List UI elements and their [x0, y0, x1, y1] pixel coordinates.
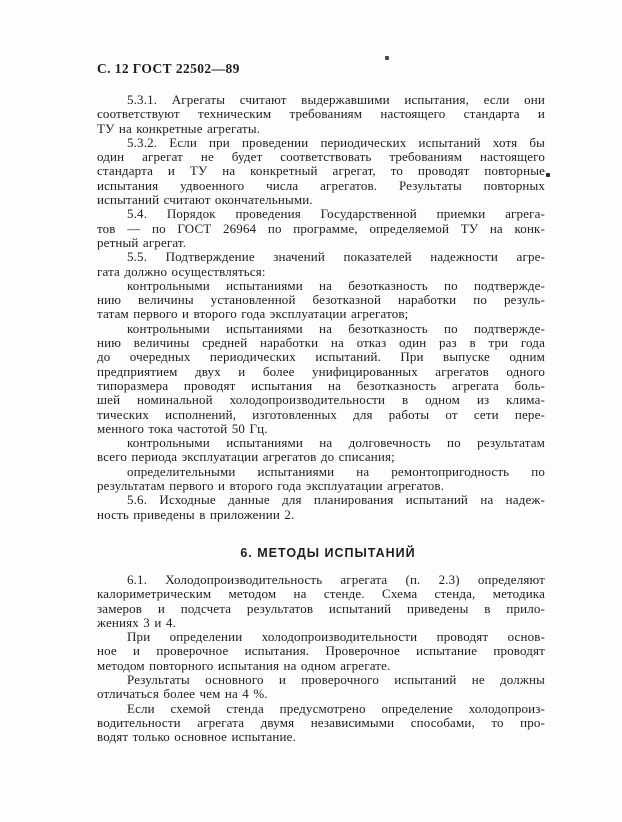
- ink-speck-icon: [385, 56, 389, 60]
- text-line: один агрегат не будет соответствовать требованиям настоящего: [97, 149, 545, 165]
- text-line: ное и проверочное испытания. Проверочное испытание проводят: [97, 643, 545, 659]
- text-line: испытаний считают окончательными.: [97, 192, 313, 208]
- text-line: нию величины средней наработки на отказ один раз в три года: [97, 335, 545, 351]
- text-line: При определении холодопроизводительности проводят основ-: [127, 629, 545, 645]
- text-line: до очередных периодических испытаний. При выпуске одним: [97, 349, 545, 365]
- paragraph: [97, 702, 545, 745]
- paragraph: [97, 436, 545, 465]
- paragraph: [97, 630, 545, 673]
- text-line: Если схемой стенда предусмотрено определение холодопроиз-: [127, 700, 545, 716]
- text-line: замеров и подсчета результатов испытаний приведены в прило-: [97, 600, 545, 616]
- page-header-gost-number: С. 12 ГОСТ 22502—89: [97, 61, 240, 76]
- text-line: типоразмера проводят испытания на безотказность агрегата боль-: [97, 377, 545, 393]
- text-line: испытания удвоенного числа агрегатов. Результаты повторных: [97, 177, 545, 193]
- text-line: водительности агрегата двумя независимыми способами, то про-: [97, 714, 545, 730]
- text-line: 5.6. Исходные данные для планирования испытаний на надеж-: [127, 492, 545, 508]
- paragraph: [97, 136, 545, 207]
- text-line: тов — по ГОСТ 26964 по программе, определяемой ТУ на конк-: [97, 220, 545, 236]
- paragraph: [97, 207, 545, 250]
- text-line: 5.5. Подтверждение значений показателей надежности агре-: [127, 249, 545, 265]
- margin-dot-icon: [546, 173, 550, 177]
- paragraph: [97, 250, 545, 279]
- text-line: гата должно осуществляться:: [97, 263, 266, 279]
- text-line: водят только основное испытание.: [97, 729, 296, 745]
- text-line: соответствуют техническим требованиям настоящего стандарта и: [97, 106, 545, 122]
- text-line: 6.1. Холодопроизводительность агрегата (п. 2.3) определяют: [127, 571, 545, 587]
- text-line: предприятием двух и более унифицированных агрегатов одного: [97, 363, 545, 379]
- text-line: татам первого и второго года эксплуатации агрегатов;: [97, 306, 409, 322]
- text-line: контрольными испытаниями на безотказность по подтвержде-: [127, 277, 545, 293]
- paragraph: [97, 465, 545, 494]
- text-line: контрольными испытаниями на безотказность по подтвержде-: [127, 320, 545, 336]
- text-line: калориметрическим методом на стенде. Схема стенда, методика: [97, 586, 545, 602]
- page-body: [97, 93, 545, 744]
- text-line: результатам первого и второго года эксплуатации агрегатов.: [97, 478, 445, 494]
- text-line: стандарта и ТУ на конкретный агрегат, то проводят повторные: [97, 163, 545, 179]
- paragraph: [97, 673, 545, 702]
- text-line: жениях 3 и 4.: [97, 614, 176, 630]
- text-line: 5.4. Порядок проведения Государственной приемки агрега-: [127, 206, 545, 222]
- paragraph: [97, 493, 545, 522]
- text-line: всего периода эксплуатации агрегатов до списания;: [97, 449, 395, 465]
- text-line: ретный агрегат.: [97, 234, 187, 250]
- text-line: тических исполнений, изготовленных для работы от сети пере-: [97, 406, 545, 422]
- text-line: 5.3.2. Если при проведении периодических испытаний хотя бы: [127, 134, 545, 150]
- paragraph: [97, 322, 545, 436]
- paragraph: [97, 573, 545, 630]
- paragraph: [97, 93, 545, 136]
- text-line: методом повторного испытания на одном агрегате.: [97, 657, 391, 673]
- section-heading: 6. МЕТОДЫ ИСПЫТАНИЙ: [240, 545, 416, 560]
- paragraph: [97, 279, 545, 322]
- text-line: Результаты основного и проверочного испытаний не должны: [127, 671, 545, 687]
- text-line: нию величины установленной безотказной наработки по резуль-: [97, 292, 545, 308]
- text-line: контрольными испытаниями на долговечность по результатам: [127, 435, 545, 451]
- text-line: менного тока частотой 50 Гц.: [97, 420, 268, 436]
- text-line: шей номинальной холодопроизводительности в одном из клима-: [97, 392, 545, 408]
- text-line: ТУ на конкретные агрегаты.: [97, 120, 261, 136]
- text-line: определительными испытаниями на ремонтопригодность по: [127, 463, 545, 479]
- text-line: ность приведены в приложении 2.: [97, 506, 295, 522]
- text-line: отличаться более чем на 4 %.: [97, 686, 268, 702]
- text-line: 5.3.1. Агрегаты считают выдержавшими испытания, если они: [127, 92, 545, 107]
